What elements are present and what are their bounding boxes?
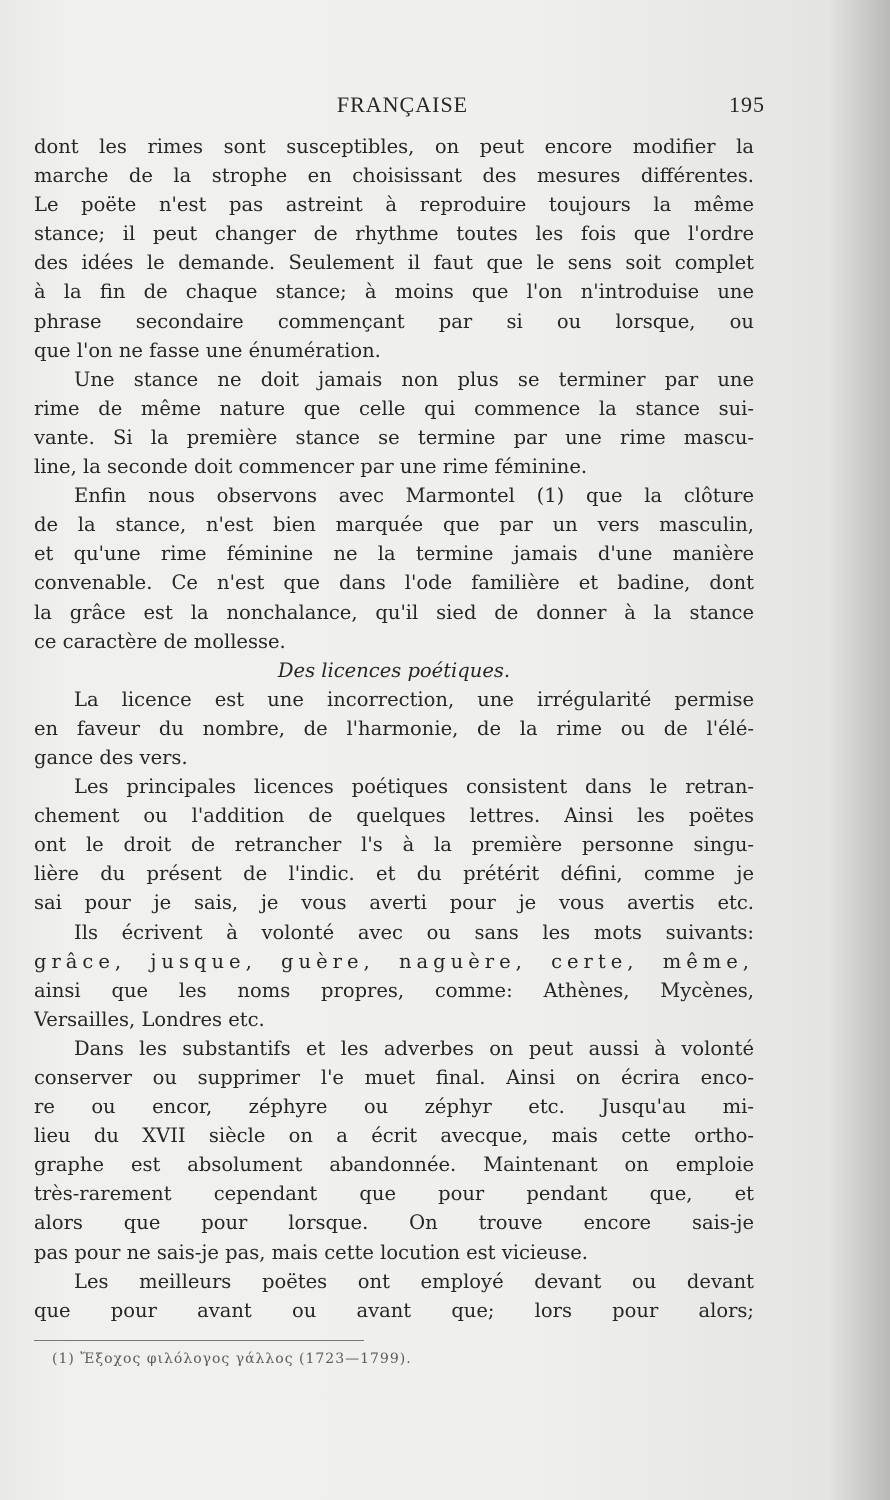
- text-line: Ils écrivent à volonté avec ou sans les mots suivants:: [74, 920, 754, 944]
- text-line: La licence est une incorrection, une irrégularité permise: [74, 687, 754, 711]
- body-text: [34, 132, 754, 1325]
- text-line: que pour avant ou avant que; lors pour alors;: [34, 1298, 754, 1322]
- footnote-rule: [34, 1340, 364, 1341]
- text-line: ainsi que les noms propres, comme: Athènes, Mycènes,: [34, 978, 754, 1002]
- text-line: lière du présent de l'indic. et du prétérit défini, comme je: [34, 862, 754, 886]
- text-line: Une stance ne doit jamais non plus se terminer par une: [74, 367, 754, 391]
- running-header: [40, 92, 765, 122]
- text-line: pas pour ne sais-je pas, mais cette locution est vicieuse.: [34, 1240, 588, 1264]
- text-line: très-rarement cependant que pour pendant que, et: [34, 1182, 754, 1206]
- text-line: Les meilleurs poëtes ont employé devant ou devant: [74, 1269, 754, 1293]
- text-line: grâce, jusque, guère, naguère, certe, même,: [34, 949, 754, 973]
- text-line: Le poëte n'est pas astreint à reproduire toujours la même: [34, 193, 754, 217]
- section-heading: Des licences poétiques.: [277, 658, 511, 682]
- text-line: graphe est absolument abandonnée. Maintenant on emploie: [34, 1153, 754, 1177]
- text-line: re ou encor, zéphyre ou zéphyr etc. Jusqu'au mi-: [34, 1095, 754, 1119]
- text-line: ont le droit de retrancher l's à la première personne singu-: [34, 833, 754, 857]
- text-line: line, la seconde doit commencer par une rime féminine.: [34, 455, 588, 479]
- text-line: stance; il peut changer de rhythme toutes les fois que l'ordre: [34, 222, 754, 246]
- text-line: gance des vers.: [34, 745, 188, 769]
- text-line: alors que pour lorsque. On trouve encore sais-je: [34, 1211, 754, 1235]
- text-line: Les principales licences poétiques consistent dans le retran-: [74, 775, 754, 799]
- text-line: Versailles, Londres etc.: [34, 1007, 265, 1031]
- text-line: convenable. Ce n'est que dans l'ode familière et badine, dont: [34, 571, 754, 595]
- page-number: 195: [729, 92, 765, 117]
- text-line: vante. Si la première stance se termine par une rime mascu-: [34, 425, 754, 449]
- text-line: et qu'une rime féminine ne la termine jamais d'une manière: [34, 542, 754, 566]
- text-line: dont les rimes sont susceptibles, on peut encore modifier la: [34, 135, 754, 158]
- text-line: en faveur du nombre, de l'harmonie, de la rime ou de l'élé-: [34, 716, 754, 740]
- text-line: sai pour je sais, je vous averti pour je vous avertis etc.: [34, 891, 754, 915]
- text-line: Dans les substantifs et les adverbes on peut aussi à volonté: [74, 1036, 754, 1060]
- text-line: conserver ou supprimer l'e muet final. Ainsi on écrira enco-: [34, 1066, 754, 1089]
- text-line: chement ou l'addition de quelques lettres. Ainsi les poëtes: [34, 804, 754, 828]
- text-line: lieu du XVII siècle on a écrit avecque, mais cette ortho-: [34, 1124, 754, 1148]
- text-line: Enfin nous observons avec Marmontel (1) que la clôture: [74, 484, 754, 508]
- text-line: marche de la strophe en choisissant des mesures différentes.: [34, 164, 754, 188]
- text-line: la grâce est la nonchalance, qu'il sied de donner à la stance: [34, 600, 754, 624]
- text-line: à la fin de chaque stance; à moins que l'on n'introduise une: [34, 280, 754, 304]
- text-line: phrase secondaire commençant par si ou lorsque, ou: [34, 309, 754, 333]
- text-line: que l'on ne fasse une énumération.: [34, 338, 381, 362]
- text-line: de la stance, n'est bien marquée que par un vers masculin,: [34, 513, 754, 537]
- text-line: ce caractère de mollesse.: [34, 629, 286, 653]
- text-line: rime de même nature que celle qui commence la stance sui-: [34, 396, 754, 420]
- footnote: (1) Ἔξοχος φιλόλογος γάλλος (1723—1799).: [52, 1351, 412, 1367]
- text-line: des idées le demande. Seulement il faut que le sens soit complet: [34, 251, 754, 275]
- running-title: FRANÇAISE: [336, 92, 469, 117]
